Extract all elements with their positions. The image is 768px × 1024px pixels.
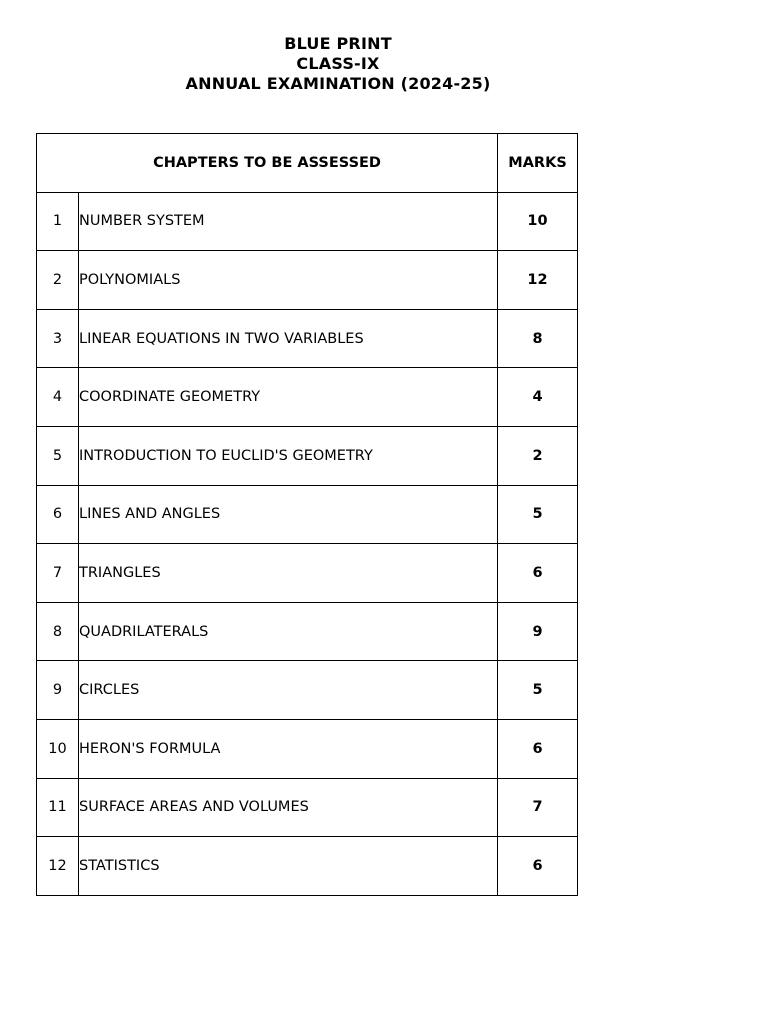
chapter-marks: 5 xyxy=(498,485,578,544)
table-row xyxy=(37,778,578,837)
table-row xyxy=(37,251,578,310)
row-number: 8 xyxy=(37,602,79,661)
chapter-name: CIRCLES xyxy=(79,661,498,720)
row-number: 10 xyxy=(37,719,79,778)
table-row xyxy=(37,602,578,661)
row-number: 12 xyxy=(37,837,79,896)
chapter-name: LINEAR EQUATIONS IN TWO VARIABLES xyxy=(79,309,498,368)
chapter-marks: 9 xyxy=(498,602,578,661)
row-number: 2 xyxy=(37,251,79,310)
chapter-marks: 2 xyxy=(498,426,578,485)
row-number: 1 xyxy=(37,192,79,251)
table-header-row xyxy=(37,134,578,193)
chapter-marks: 6 xyxy=(498,837,578,896)
chapter-marks: 8 xyxy=(498,309,578,368)
heading-exam: ANNUAL EXAMINATION (2024-25) xyxy=(185,74,491,93)
chapter-name: LINES AND ANGLES xyxy=(79,485,498,544)
chapter-marks: 6 xyxy=(498,544,578,603)
document-heading xyxy=(0,34,676,94)
chapter-marks: 10 xyxy=(498,192,578,251)
row-number: 5 xyxy=(37,426,79,485)
chapter-name: COORDINATE GEOMETRY xyxy=(79,368,498,427)
table-row xyxy=(37,368,578,427)
chapter-name: TRIANGLES xyxy=(79,544,498,603)
header-marks: MARKS xyxy=(498,134,578,193)
heading-title: BLUE PRINT xyxy=(284,34,392,53)
chapter-name: NUMBER SYSTEM xyxy=(79,192,498,251)
row-number: 11 xyxy=(37,778,79,837)
chapter-name: POLYNOMIALS xyxy=(79,251,498,310)
chapter-marks: 12 xyxy=(498,251,578,310)
table-row xyxy=(37,192,578,251)
table-row xyxy=(37,544,578,603)
row-number: 3 xyxy=(37,309,79,368)
heading-class: CLASS-IX xyxy=(296,54,380,73)
header-chapters: CHAPTERS TO BE ASSESSED xyxy=(37,134,498,193)
table-row xyxy=(37,719,578,778)
row-number: 9 xyxy=(37,661,79,720)
table-row xyxy=(37,661,578,720)
table-row xyxy=(37,309,578,368)
table-row xyxy=(37,485,578,544)
row-number: 6 xyxy=(37,485,79,544)
chapter-marks: 4 xyxy=(498,368,578,427)
chapter-marks: 5 xyxy=(498,661,578,720)
row-number: 4 xyxy=(37,368,79,427)
blueprint-table xyxy=(36,133,578,896)
chapter-name: SURFACE AREAS AND VOLUMES xyxy=(79,778,498,837)
chapter-marks: 6 xyxy=(498,719,578,778)
chapter-name: HERON'S FORMULA xyxy=(79,719,498,778)
table-row xyxy=(37,837,578,896)
chapter-name: STATISTICS xyxy=(79,837,498,896)
chapter-name: QUADRILATERALS xyxy=(79,602,498,661)
row-number: 7 xyxy=(37,544,79,603)
chapter-marks: 7 xyxy=(498,778,578,837)
table-row xyxy=(37,426,578,485)
chapter-name: INTRODUCTION TO EUCLID'S GEOMETRY xyxy=(79,426,498,485)
